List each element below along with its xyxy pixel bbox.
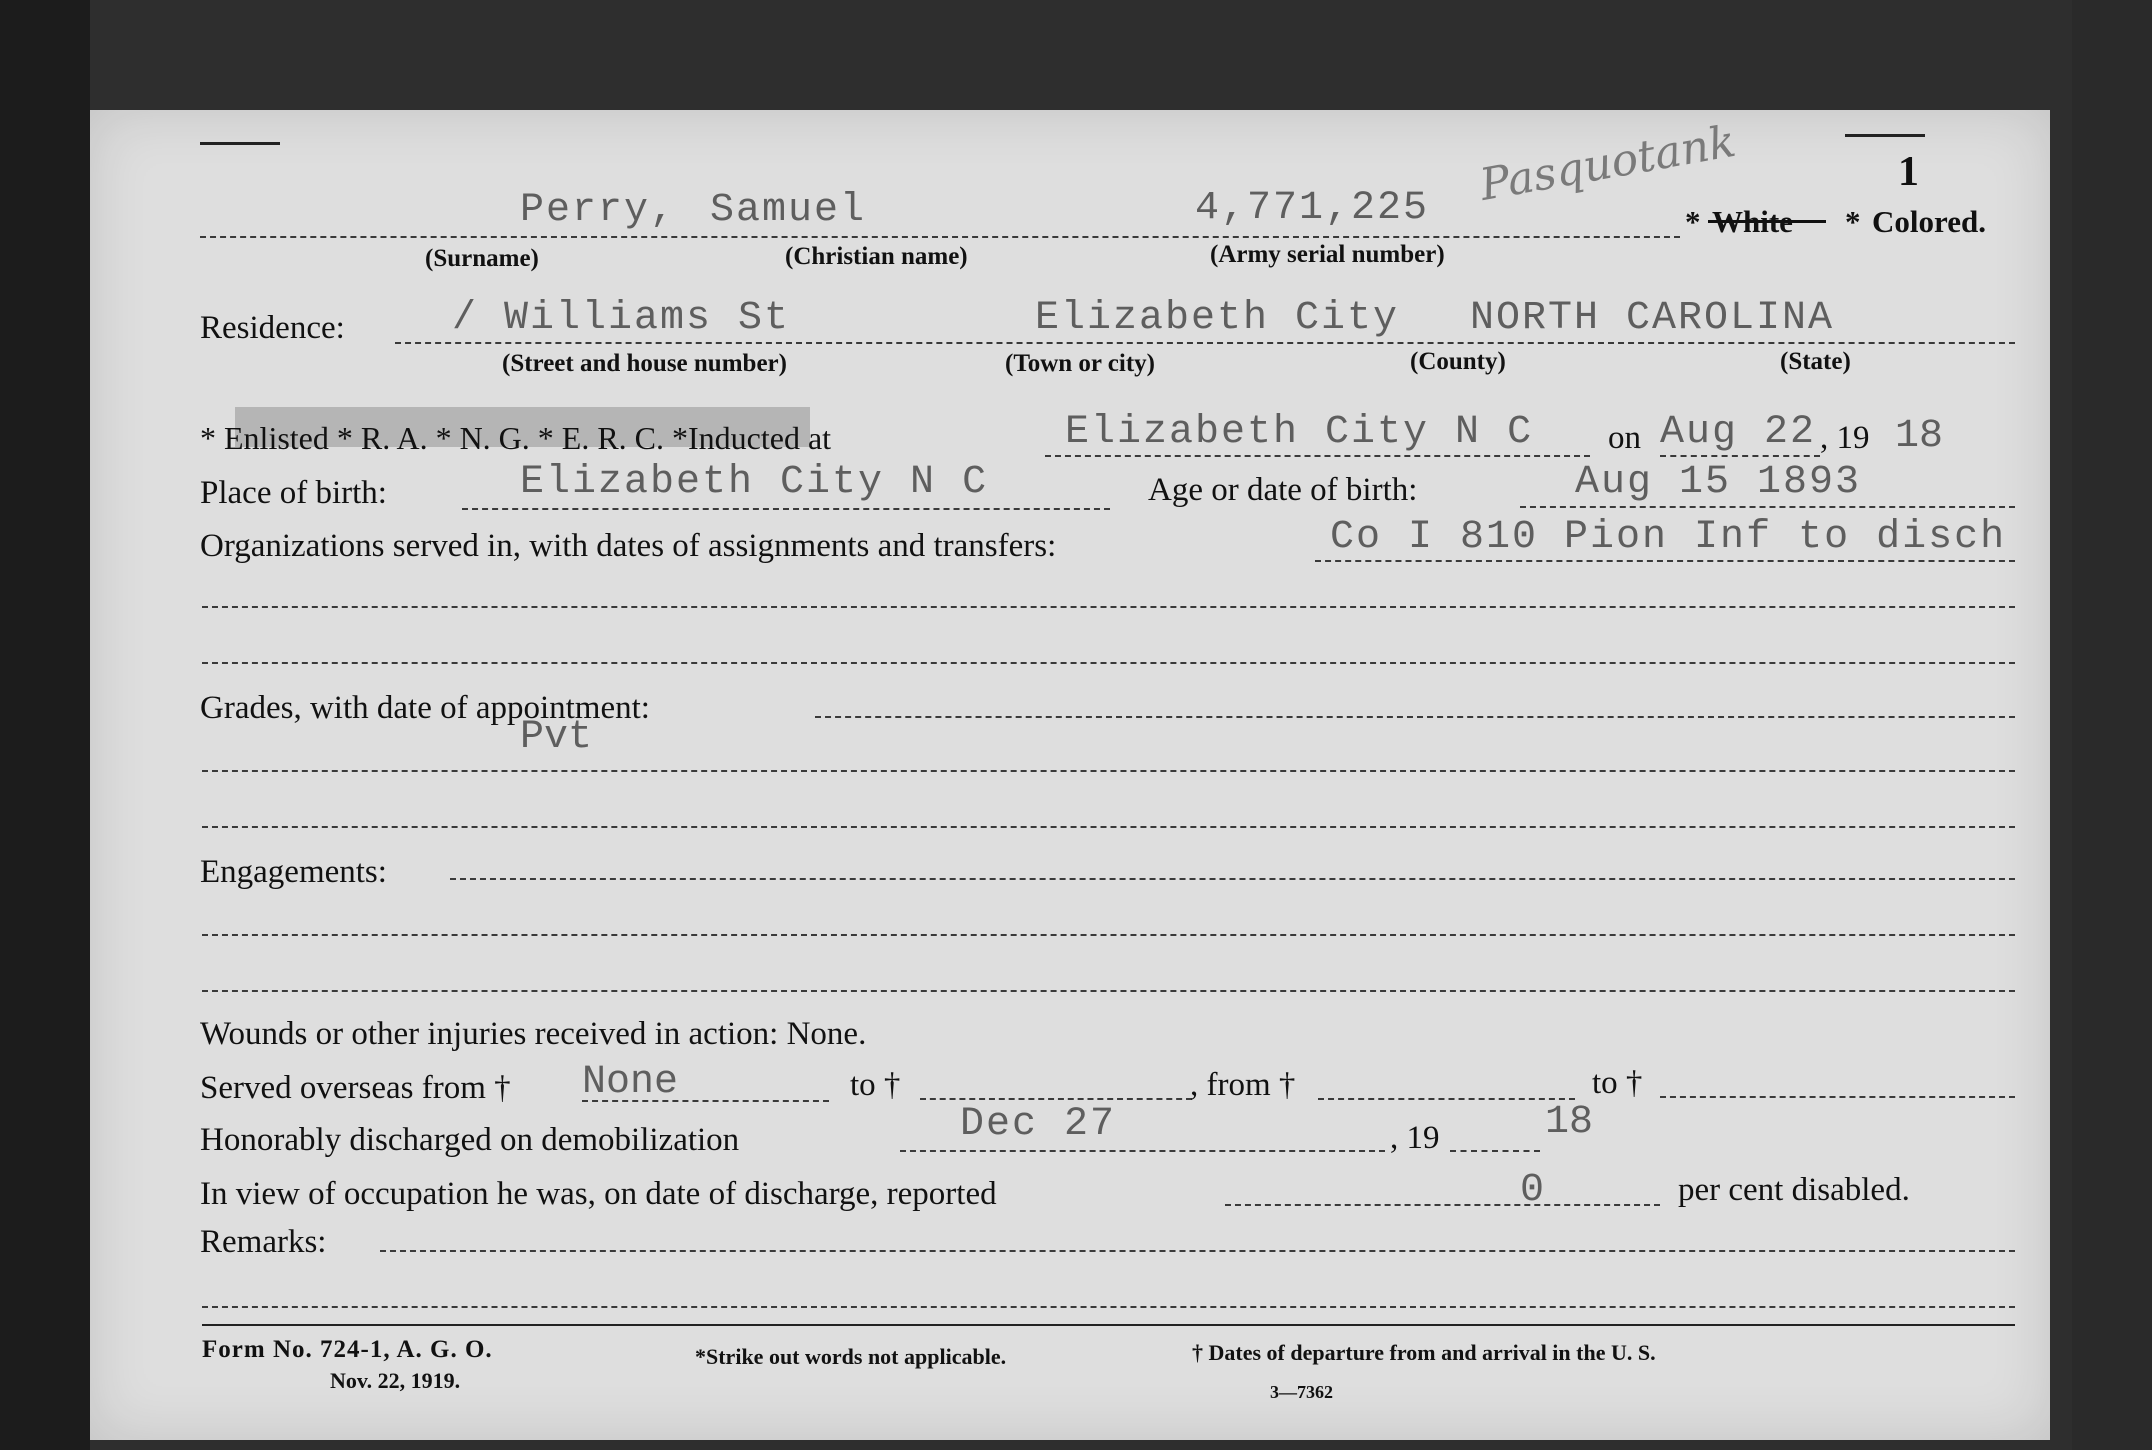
grades-value: Pvt	[520, 715, 593, 760]
christian-name-label: (Christian name)	[785, 243, 968, 270]
disabled-label: In view of occupation he was, on date of discharge, reported	[200, 1176, 997, 1212]
discharge-date-line	[900, 1150, 1385, 1152]
on-label: on	[1608, 420, 1641, 456]
grades-line-2	[202, 770, 2015, 772]
inducted-date-value: Aug 22	[1660, 410, 1817, 455]
birth-place-value: Elizabeth City N C	[520, 460, 989, 505]
engagements-line-1	[450, 878, 2015, 880]
race-star-1: *	[1685, 204, 1701, 239]
engagements-line-3	[202, 990, 2015, 992]
organizations-label: Organizations served in, with dates of assignments and transfers:	[200, 528, 1057, 564]
print-code: 3—7362	[1270, 1382, 1333, 1402]
county-label: (County)	[1410, 348, 1506, 375]
form-date: Nov. 22, 1919.	[330, 1368, 461, 1393]
strike-note: *Strike out words not applicable.	[695, 1344, 1007, 1369]
overseas-from2-line	[1318, 1098, 1575, 1100]
discharge-year-line	[1450, 1150, 1540, 1152]
top-left-mark	[200, 142, 280, 145]
birth-place-label: Place of birth:	[200, 475, 387, 511]
serial-number-value: 4,771,225	[1195, 186, 1430, 231]
serial-number-label: (Army serial number)	[1210, 241, 1445, 268]
birth-date-line	[1520, 506, 2015, 508]
enlisted-label: * Enlisted * R. A. * N. G. * E. R. C. *Inducted at	[200, 420, 832, 456]
town-value: Elizabeth City	[1035, 296, 1400, 341]
town-label: (Town or city)	[1005, 350, 1155, 377]
surname-label: (Surname)	[425, 245, 539, 272]
race-colored: Colored.	[1872, 204, 1986, 239]
engagements-line-2	[202, 934, 2015, 936]
inducted-place-value: Elizabeth City N C	[1065, 410, 1534, 455]
organizations-line-1	[1315, 560, 2015, 562]
residence-label: Residence:	[200, 310, 345, 346]
disabled-value: 0	[1520, 1168, 1545, 1213]
overseas-to2-line	[1660, 1096, 2015, 1098]
overseas-from2-label: , from †	[1190, 1067, 1296, 1103]
birth-date-value: Aug 15 1893	[1575, 460, 1862, 505]
discharge-year-prefix: , 19	[1390, 1120, 1440, 1156]
name-line	[200, 236, 1680, 238]
grades-line-1	[815, 716, 2015, 718]
inducted-line	[1045, 455, 1590, 457]
overseas-to-line	[920, 1098, 1192, 1100]
inducted-year-prefix: , 19	[1820, 420, 1870, 456]
organizations-value: Co I 810 Pion Inf to disch	[1330, 515, 2007, 560]
overseas-value: None	[582, 1060, 679, 1105]
overseas-label: Served overseas from †	[200, 1070, 511, 1106]
birth-date-label: Age or date of birth:	[1148, 472, 1418, 508]
overseas-to2-label: to †	[1592, 1065, 1643, 1101]
white-strikethrough	[1708, 220, 1826, 223]
organizations-line-2	[202, 606, 2015, 608]
county-handwritten: Pasquotank	[1476, 115, 1740, 211]
discharge-year-value: 18	[1545, 1100, 1594, 1145]
inducted-year-value: 18	[1895, 414, 1944, 459]
street-value: / Williams St	[452, 296, 791, 341]
race-white: White	[1712, 204, 1793, 239]
state-value: NORTH CAROLINA	[1470, 296, 1835, 341]
remarks-line-1	[380, 1250, 2015, 1252]
scan-background-left	[0, 0, 90, 1450]
race-star-2: *	[1845, 204, 1861, 239]
footer-rule	[202, 1324, 2015, 1326]
top-right-mark	[1845, 134, 1925, 137]
residence-line	[395, 342, 2015, 344]
overseas-to-label: to †	[850, 1067, 901, 1103]
state-label: (State)	[1780, 348, 1851, 375]
remarks-line-2	[202, 1306, 2015, 1308]
discharge-label: Honorably discharged on demobilization	[200, 1122, 740, 1158]
dates-note: † Dates of departure from and arrival in the U. S.	[1192, 1340, 1656, 1365]
engagements-label: Engagements:	[200, 854, 387, 890]
inducted-date-line	[1660, 455, 1820, 457]
overseas-from-line	[582, 1100, 829, 1102]
wounds-label: Wounds or other injuries received in action: None.	[200, 1016, 867, 1052]
organizations-line-3	[202, 662, 2015, 664]
discharge-date-value: Dec 27	[960, 1102, 1117, 1147]
scan-background-right	[2072, 0, 2152, 1450]
remarks-label: Remarks:	[200, 1224, 327, 1260]
card-number: 1	[1898, 149, 1919, 195]
form-number: Form No. 724-1, A. G. O.	[202, 1336, 493, 1363]
surname-value: Perry,	[520, 188, 677, 233]
christian-name-value: Samuel	[710, 188, 867, 233]
disabled-suffix: per cent disabled.	[1678, 1172, 1910, 1208]
grades-line-3	[202, 826, 2015, 828]
birth-place-line	[462, 508, 1110, 510]
street-label: (Street and house number)	[502, 350, 787, 377]
grades-label: Grades, with date of appointment:	[200, 690, 650, 726]
disabled-line	[1225, 1204, 1660, 1206]
service-record-card	[90, 110, 2050, 1440]
